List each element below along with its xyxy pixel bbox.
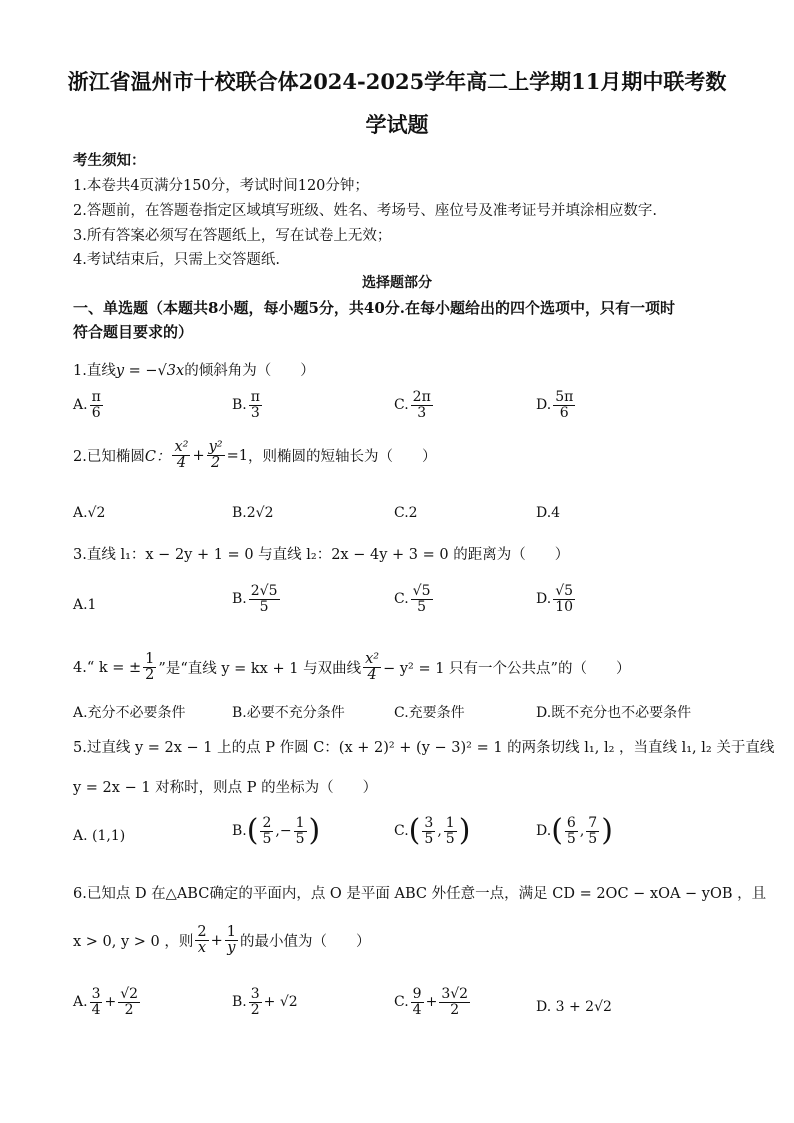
part1-instruction-line1: 一、单选题（本题共8小题，每小题5分，共40分.在每小题给出的四个选项中，只有一项时 — [73, 299, 675, 317]
notice-item: 3.所有答案必须写在答题纸上，写在试卷上无效； — [73, 228, 392, 244]
notice-item: 4.考试结束后，只需上交答题纸. — [73, 252, 280, 268]
q5-option-d: D. ( $\frac{6}{5}$ , $\frac{7}{5}$ ) — [536, 813, 613, 849]
q6-option-c: C. $\frac{9}{4}$ + $\frac{3√2}{2}$ — [394, 986, 469, 1018]
q6-option-b: B. $\frac{3}{2}$ + √2 — [232, 986, 298, 1018]
section-title: 选择题部分 — [362, 275, 432, 291]
q3-option-b: B. $\frac{2√5}{5}$ — [232, 583, 278, 615]
q2-option-a: A.√2 — [73, 505, 106, 521]
q5-option-b: B. ( $\frac{2}{5}$ , − $\frac{1}{5}$ ) — [232, 813, 321, 849]
q1-option-d: D. $\frac{5\pi}{6}$ — [536, 389, 574, 421]
q2-option-c: C.2 — [394, 505, 418, 521]
q6-option-a: A. $\frac{3}{4}$ + $\frac{√2}{2}$ — [73, 986, 139, 1018]
q2-option-d: D.4 — [536, 505, 561, 521]
question-5-line1: 5.过直线 y = 2x − 1 上的点 P 作圆 C：(x + 2)² + (y − 3)² = 1 的两条切线 l₁, l₂ ，当直线 l₁, l₂ 关于直线 — [73, 740, 775, 756]
question-5-line2: y = 2x − 1 对称时，则点 P 的坐标为（ ） — [73, 780, 378, 796]
q1-option-b: B. $\frac{\pi}{3}$ — [232, 389, 260, 421]
q6-option-d: D. 3 + 2√2 — [536, 999, 612, 1015]
part1-instruction-line2: 符合题目要求的） — [73, 323, 194, 341]
q4-option-b: B.必要不充分条件 — [232, 705, 345, 721]
question-1: 1.直线y = −√3x的倾斜角为（ ） — [73, 363, 315, 379]
page-title-line1: 浙江省温州市十校联合体2024-2025学年高二上学期11月期中联考数 — [67, 69, 727, 94]
question-6-line1: 6.已知点 D 在△ABC确定的平面内，点 O 是平面 ABC 外任意一点，满足 CD = 2OC − xOA − yOB ，且 — [73, 886, 767, 902]
notice-item: 2.答题前，在答题卷指定区域填写班级、姓名、考场号、座位号及准考证号并填涂相应数字. — [73, 203, 657, 219]
q3-option-d: D. $\frac{√5}{10}$ — [536, 583, 574, 615]
q4-option-d: D.既不充分也不必要条件 — [536, 705, 692, 721]
q5-option-c: C. ( $\frac{3}{5}$ , $\frac{1}{5}$ ) — [394, 813, 471, 849]
question-3: 3.直线 l₁：x − 2y + 1 = 0 与直线 l₂：2x − 4y + 3 = 0 的距离为（ ） — [73, 547, 570, 563]
q3-option-a: A.1 — [73, 597, 97, 613]
notice-heading: 考生须知： — [73, 152, 146, 169]
q4-option-c: C.充要条件 — [394, 705, 465, 721]
q3-option-c: C. $\frac{√5}{5}$ — [394, 583, 431, 615]
question-2: 2.已知椭圆 C： $\frac{\text{x²}}{4}$ + $\frac{\text{y²}}{2}$ =1 ，则椭圆的短轴长为（ ） — [73, 439, 437, 472]
question-6-line2: x > 0, y > 0 ，则 $\frac{2}{x}$ + $\frac{1}{y}$ 的最小值为（ ） — [73, 924, 371, 957]
q1-option-a: A. $\frac{\pi}{6}$ — [73, 389, 101, 421]
q5-option-a: A. (1,1) — [73, 828, 126, 844]
question-4: 4.“ k = ± $\frac{1}{2}$ ”是“直线 y = kx + 1 与双曲线 $\frac{\text{x²}}{4}$ − y² = 1 只有一个公共点”的（ ） — [73, 651, 631, 684]
page-title-line2: 学试题 — [365, 112, 429, 137]
q4-option-a: A.充分不必要条件 — [73, 705, 186, 721]
q1-option-c: C. $\frac{2\pi}{3}$ — [394, 389, 431, 421]
notice-item: 1.本卷共4页满分150分，考试时间120分钟； — [73, 178, 369, 194]
q2-option-b: B.2√2 — [232, 505, 274, 521]
